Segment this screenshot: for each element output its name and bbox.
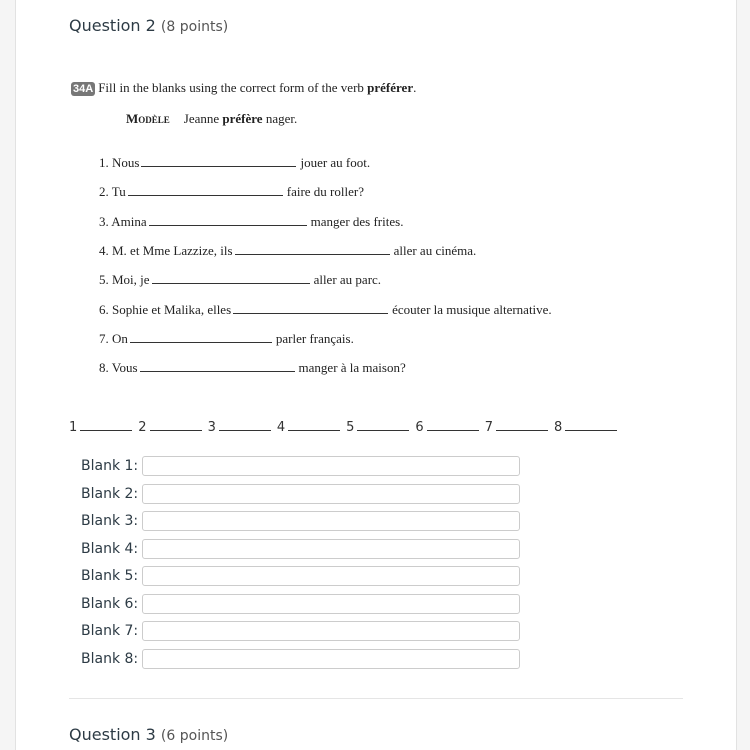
question-points: (8 points) [160,19,229,35]
question-2-header [69,16,228,35]
blank-row [81,649,520,669]
item-blank-line [152,273,310,284]
item-rest: parler français. [275,330,354,346]
instruction: Fill in the blanks using the correct form of the verb [98,80,368,95]
model-pre: Jeanne [183,111,223,126]
quiz-card [15,0,737,750]
blank-label: Blank 2: [81,485,139,502]
item-subject: 4. M. et Mme Lazzize, ils [99,242,233,258]
item-subject: 6. Sophie et Malika, elles [99,301,232,317]
item-subject: 3. Amina [99,213,147,229]
item-rest: manger à la maison? [298,360,406,376]
item-blank-line [140,361,295,372]
exercise-item [99,214,403,230]
model-post: nager. [262,111,298,126]
exercise-item [99,331,354,347]
period: . [413,80,417,95]
model-verb: préfère [222,111,263,126]
blank-label: Blank 3: [81,513,139,529]
item-rest: écouter la musique alternative. [392,301,552,317]
exercise-item [99,184,364,200]
blank-number: 8 [553,420,563,435]
model-label: Modèle [126,111,170,126]
exercise-image [71,80,552,376]
exercise-badge: 34A [73,83,94,95]
question-title: Question 2 [69,16,156,35]
item-rest: jouer au foot. [300,155,371,170]
blank-row [81,621,520,641]
exercise-item [99,243,476,259]
item-blank-line [233,303,388,314]
blank-line [80,418,132,431]
divider [69,698,683,699]
blank-label: Blank 4: [81,540,139,557]
blank-number: 6 [415,420,424,435]
blank-8-input[interactable] [142,649,520,669]
item-rest: manger des frites. [310,213,404,229]
exercise-item [99,360,406,376]
item-blank-line [130,332,272,343]
blank-line [357,418,409,431]
blank-label: Blank 8: [81,650,139,667]
question-points: (6 points) [160,728,229,744]
verb: préférer [367,80,414,95]
item-rest: aller au cinéma. [393,242,477,258]
item-subject: 8. Vous [99,360,138,376]
blank-label: Blank 1: [81,458,139,474]
blank-number: 4 [276,420,286,435]
blank-line [288,418,340,431]
exercise-item [99,272,381,288]
blank-number: 1 [69,420,78,435]
question-title: Question 3 [69,725,156,744]
item-rest: aller au parc. [313,272,382,288]
blank-number: 2 [138,420,147,435]
item-subject: 1. Nous [99,155,140,170]
blank-row [81,594,520,614]
item-blank-line [149,215,307,226]
blank-row [81,566,520,586]
exercise-item [99,155,370,171]
blank-line [427,418,479,431]
blank-6-input[interactable] [142,594,520,614]
question-3-header [69,725,228,744]
blank-label: Blank 6: [81,595,139,612]
blank-row [81,484,520,504]
item-blank-line [128,185,283,196]
blank-7-input[interactable] [142,621,520,641]
item-blank-line [235,244,390,255]
blank-line [150,418,202,431]
blank-number: 3 [207,420,216,435]
model-sentence [126,111,297,127]
item-subject: 5. Moi, je [99,272,150,288]
blank-5-input[interactable] [142,566,520,586]
blank-row [81,511,520,531]
blank-row [81,539,520,559]
blank-line [565,418,617,431]
blank-label: Blank 7: [81,623,139,639]
blank-1-input[interactable] [142,456,520,476]
blank-number: 7 [484,420,493,435]
blank-label: Blank 5: [81,568,139,584]
item-subject: 7. On [99,330,128,346]
blank-number-row [69,418,623,435]
item-rest: faire du roller? [286,184,364,200]
blank-line [219,418,271,431]
item-blank-line [141,156,296,167]
blank-3-input[interactable] [142,511,520,531]
item-subject: 2. Tu [99,184,126,200]
blank-number: 5 [346,420,355,435]
blank-2-input[interactable] [142,484,520,504]
blank-4-input[interactable] [142,539,520,559]
exercise-item [99,302,552,318]
blank-row [81,456,520,476]
blank-line [496,418,548,431]
